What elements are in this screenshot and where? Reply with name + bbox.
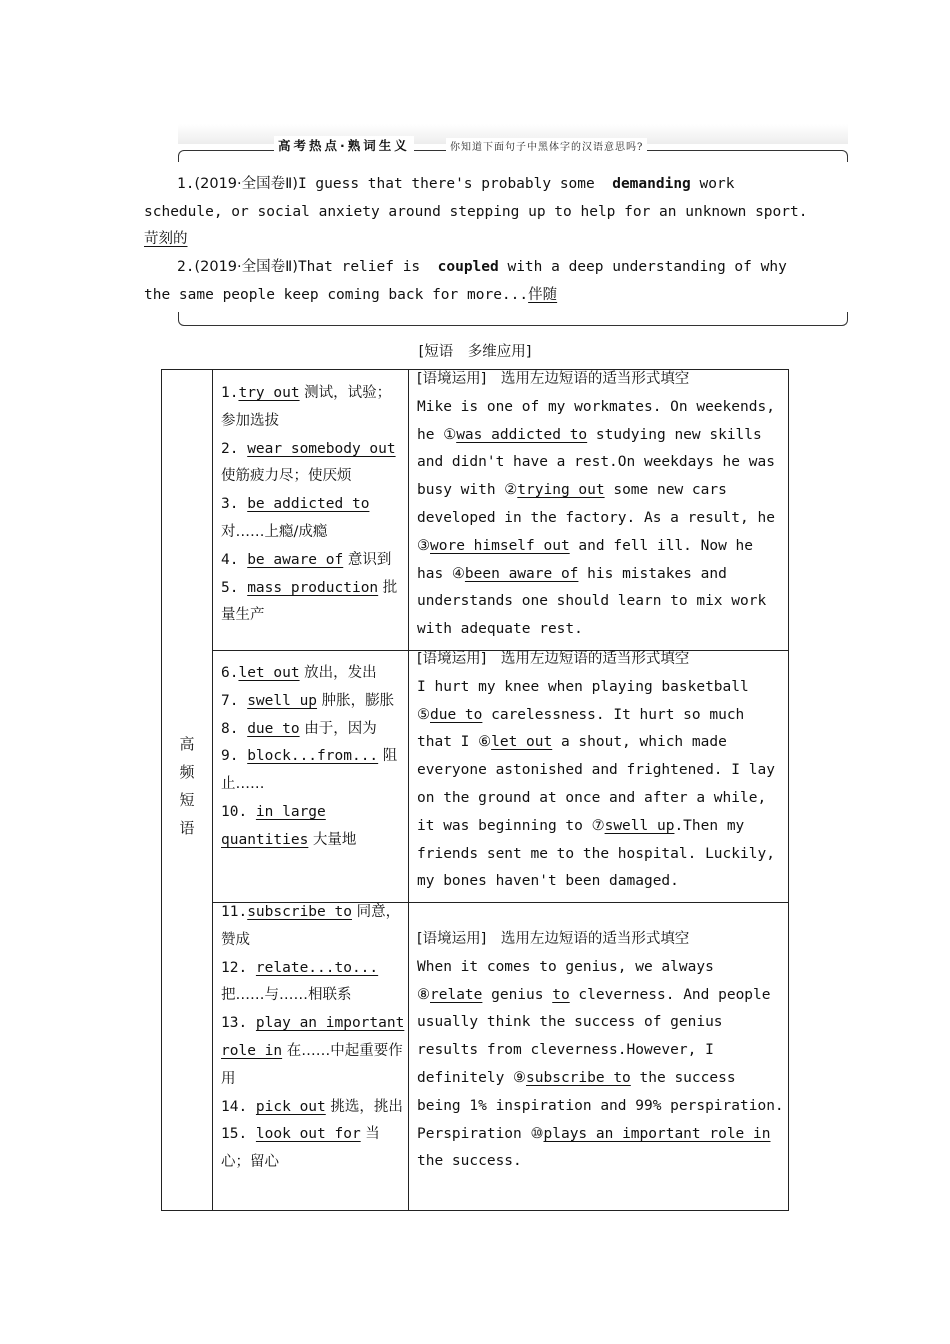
category-char: 高	[179, 735, 195, 753]
passage-text: Mike is one of my workmates. On weekends, he ①	[417, 398, 775, 443]
phrase-chinese: 挑选，挑出	[325, 1098, 403, 1115]
banner-bracket-bottom	[178, 312, 848, 326]
phrase-english: look out for	[255, 1126, 361, 1143]
passage-text: When it comes to genius, we always ⑧	[417, 958, 714, 1003]
hot-item-1	[144, 171, 808, 254]
phrase-list-2	[221, 660, 405, 855]
phrase-number: 8.	[221, 720, 248, 737]
answer-blank: trying out	[517, 482, 605, 499]
phrase-number: 11.	[221, 904, 248, 920]
bold-word: demanding	[612, 176, 691, 192]
phrase-chinese: 把……与……相联系	[221, 987, 352, 1004]
phrase-item	[221, 955, 405, 1011]
phrase-chinese: 放出，发出	[299, 665, 377, 681]
passage-text: and fell ill. Now he has ④	[417, 537, 754, 582]
phrase-english: try out	[238, 385, 300, 401]
phrase-chinese: 在……中起重要作用	[221, 1042, 403, 1087]
passage-text: his mistakes and understands one should learn to mix work with adequate rest.	[417, 565, 767, 638]
category-char: 短	[179, 791, 195, 809]
passage-1	[417, 394, 787, 644]
banner-subtitle: 你知道下面句子中黑体字的汉语意思吗?	[446, 138, 647, 153]
item-text: work schedule, or social anxiety around stepping up to help for an unknown sport.	[144, 176, 808, 220]
answer-blank: let out	[491, 734, 553, 751]
phrase-item	[221, 491, 405, 547]
phrase-number: 13.	[221, 1015, 256, 1032]
phrase-chinese: 大量地	[308, 831, 357, 848]
category-char: 语	[179, 819, 195, 837]
item-number: 1.	[177, 176, 195, 192]
item-text: That relief is	[297, 259, 429, 276]
answer-blank: was addicted to	[456, 426, 588, 443]
phrase-item	[221, 716, 405, 744]
phrase-item	[221, 660, 405, 688]
phrase-english: in large quantities	[221, 803, 326, 848]
table-divider	[408, 370, 409, 1210]
item-source: (2019·全国卷Ⅱ)	[194, 176, 298, 192]
answer-blank: swell up	[604, 817, 675, 834]
passage-text: carelessness. It hurt so much that I ⑥	[417, 706, 745, 751]
phrase-english: mass production	[247, 579, 379, 596]
phrase-english: let out	[238, 665, 300, 681]
phrase-item	[221, 743, 405, 799]
phrase-english: wear somebody out	[247, 440, 396, 457]
answer-blank: plays an important role in	[543, 1125, 771, 1142]
context-label: [语境运用] 选用左边短语的适当形式填空	[417, 651, 690, 667]
answer-blank: wore himself out	[430, 537, 570, 554]
phrase-number: 1.	[221, 385, 239, 401]
phrase-number: 14.	[221, 1098, 256, 1115]
phrase-number: 7.	[221, 692, 248, 709]
hot-item-2	[144, 254, 808, 309]
phrase-number: 15.	[221, 1126, 256, 1143]
phrase-chinese: 测试，试验；参加选拔	[221, 385, 392, 429]
answer: 伴随	[528, 286, 558, 303]
phrase-list-3	[221, 899, 405, 1177]
phrase-chinese: 使筋疲力尽；使厌烦	[221, 468, 352, 485]
item-source: (2019·全国卷Ⅱ)	[194, 259, 298, 276]
phrase-item	[221, 380, 405, 436]
phrase-english: play an important role in	[221, 1015, 405, 1059]
passage-3	[417, 954, 787, 1176]
item-text: with a deep understanding of why the same people keep coming back for more...	[144, 259, 787, 303]
phrase-english: pick out	[255, 1098, 326, 1115]
phrase-number: 5.	[221, 579, 248, 596]
phrase-english: be addicted to	[247, 496, 370, 513]
passage-text: .Then my friends sent me to the hospital. Luckily, my bones haven't been damaged.	[417, 817, 775, 890]
phrase-item	[221, 575, 405, 631]
phrase-chinese: 意识到	[343, 551, 392, 568]
section-banner	[178, 124, 848, 166]
phrase-english: be aware of	[247, 551, 344, 568]
hot-words-section	[144, 171, 808, 310]
phrase-number: 12.	[221, 959, 256, 976]
phrase-item	[221, 799, 405, 855]
phrase-list-1	[221, 380, 405, 630]
passage-2	[417, 674, 787, 896]
bold-word: coupled	[437, 259, 499, 276]
context-label: [语境运用] 选用左边短语的适当形式填空	[417, 371, 690, 387]
phrase-english: relate...to...	[255, 959, 379, 976]
phrase-chinese: 对……上瘾/成瘾	[221, 523, 328, 540]
passage-text: I hurt my knee when playing basketball ⑤	[417, 678, 749, 723]
phrase-chinese: 由于，因为	[299, 720, 377, 737]
answer-blank: due to	[430, 706, 483, 723]
phrase-english: swell up	[247, 692, 318, 709]
passage-text: some new cars developed in the factory. As a result, he ③	[417, 482, 775, 554]
phrase-number: 2.	[221, 440, 248, 457]
context-block-3	[417, 926, 787, 1176]
table-divider	[212, 370, 213, 1210]
phrase-english: due to	[247, 720, 300, 737]
item-number: 2.	[177, 259, 195, 276]
phrase-english: block...from...	[247, 748, 379, 765]
answer-blank: to	[552, 986, 570, 1003]
phrase-item	[221, 1094, 405, 1122]
answer-blank: been aware of	[464, 565, 579, 582]
phrase-chinese: 肿胀，膨胀	[317, 692, 395, 709]
phrase-chinese: 当心；留心	[221, 1126, 380, 1171]
passage-text: the success being 1% inspiration and 99% perspiration. Perspiration ⑩	[417, 1069, 784, 1142]
context-block-2	[417, 646, 787, 896]
phrase-number: 10.	[221, 803, 256, 820]
passage-text: genius	[482, 986, 553, 1003]
phrase-item	[221, 899, 405, 955]
context-block-1	[417, 366, 787, 644]
banner-title: 高考热点·熟词生义	[274, 136, 414, 154]
passage-text: the success.	[417, 1153, 522, 1170]
phrase-item	[221, 436, 405, 492]
phrase-chinese: 批量生产	[221, 579, 398, 624]
phrase-chinese: 阻止……	[221, 748, 398, 793]
phrases-table	[161, 369, 789, 1211]
phrase-number: 6.	[221, 665, 239, 681]
category-char: 频	[179, 763, 195, 781]
phrase-chinese: 同意，赞成	[221, 904, 401, 948]
item-text: I guess that there's probably some	[297, 176, 604, 192]
phrase-number: 4.	[221, 551, 248, 568]
phrase-number: 3.	[221, 496, 248, 513]
phrase-english: subscribe to	[247, 904, 352, 920]
phrase-item	[221, 1121, 405, 1177]
context-label: [语境运用] 选用左边短语的适当形式填空	[417, 931, 690, 947]
phrase-number: 9.	[221, 748, 248, 765]
passage-text: a shout, which made everyone astonished and frightened. I lay on the ground at once and after a while, it was beginning to ⑦	[417, 734, 775, 834]
phrase-item	[221, 688, 405, 716]
answer-blank: subscribe to	[526, 1069, 631, 1086]
category-label	[162, 730, 212, 842]
passage-text: studying new skills and didn't have a rest.On weekdays he was busy with ②	[417, 426, 775, 499]
phrase-item	[221, 547, 405, 575]
phrase-item	[221, 1010, 405, 1093]
answer: 苛刻的	[144, 231, 188, 248]
answer-blank: relate	[430, 986, 483, 1003]
passage-text: cleverness. And people usually think the success of genius results from cleverness.However, I definitely ⑨	[417, 986, 771, 1086]
section-title: [短语 多维应用]	[418, 344, 532, 360]
